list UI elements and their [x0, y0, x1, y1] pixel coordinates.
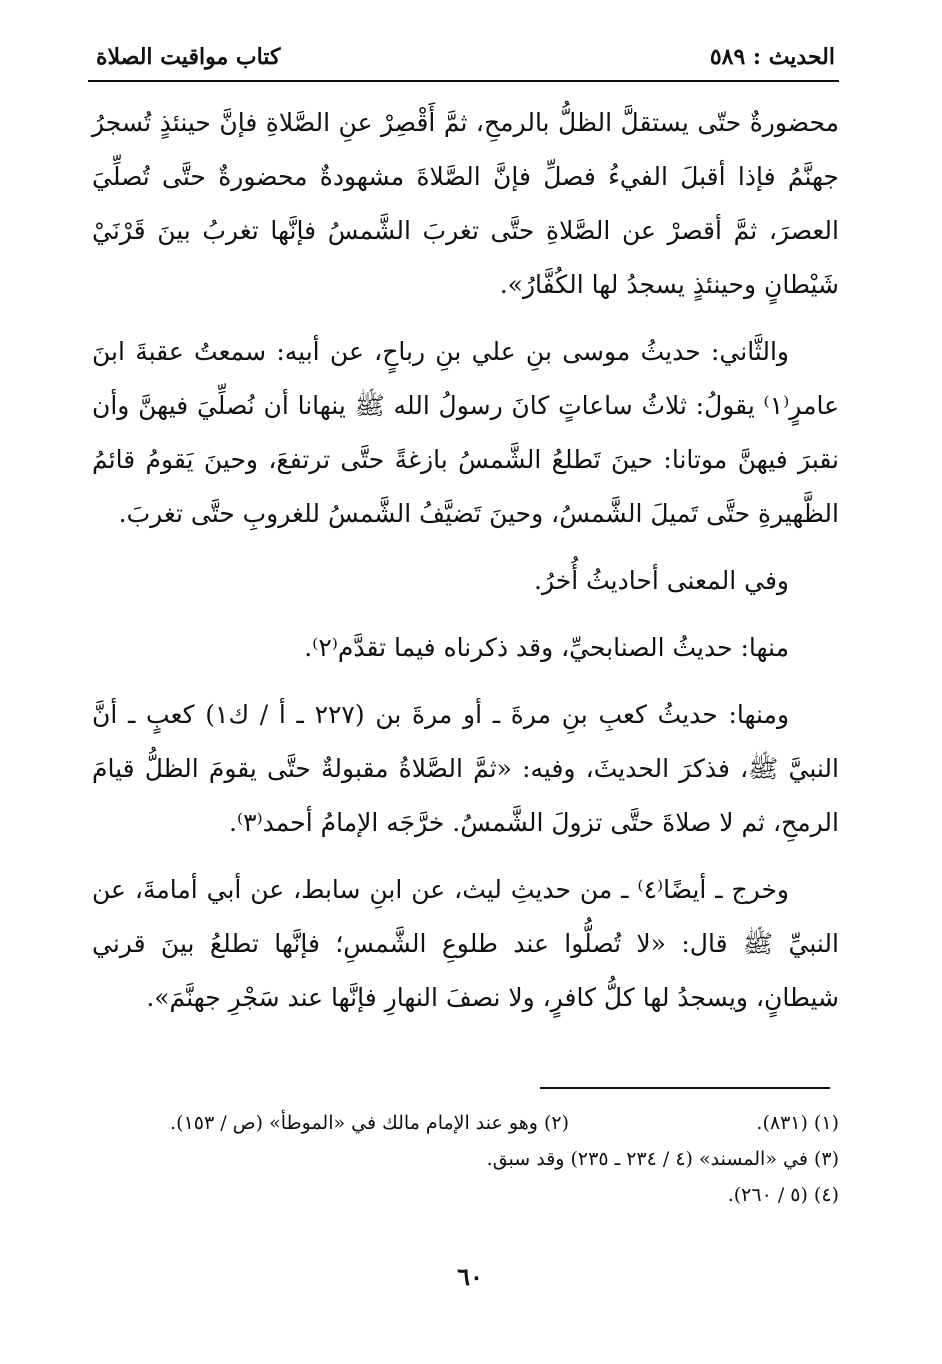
- footnote-2: (٢) وهو عند الإمام مالك في «الموطأ» (ص / ١٥٣).: [170, 1112, 569, 1134]
- paragraph-6: وخرج ـ أيضًا⁽٤⁾ ـ من حديثِ ليث، عن ابنِ سابط، عن أبي أمامةَ، عن النبيِّ ﷺ قال: «لا تُصلُّوا عند طلوعِ الشَّمسِ؛ فإنَّها تطلعُ بينَ قرني شيطانٍ، ويسجدُ لها كلُّ كافرٍ، ولا نصفَ النهارِ فإنَّها عند سَجْرِ جهنَّمَ».: [92, 875, 839, 1012]
- footnote-separator: [540, 1087, 830, 1089]
- paragraph-2: والثَّاني: حديثُ موسى بنِ علي بنِ رباحٍ، عن أبيه: سمعتُ عقبةَ ابنَ عامرٍ⁽١⁾ يقولُ: ثلاثُ ساعاتٍ كانَ رسولُ الله ﷺ ينهانا أن نُصلِّيَ فيهنَّ وأن نقبرَ فيهنَّ موتانا: حينَ تَطلعُ الشَّمسُ بازغةً حتَّى ترتفعَ، وحينَ يَقومُ قائمُ الظَّهيرةِ حتَّى تَميلَ الشَّمسُ، وحينَ تَضيَّفُ الشَّمسُ للغروبِ حتَّى تغربَ.: [92, 337, 839, 528]
- footnote-1: (١) (٨٣١).: [756, 1112, 839, 1134]
- footnote-row: [100, 1105, 839, 1141]
- footnote-3: (٣) في «المسند» (٤ / ٢٣٤ ـ ٢٣٥) وقد سبق.: [486, 1148, 839, 1170]
- hadith-number-label: الحديث : ٥٨٩: [709, 44, 835, 70]
- footnote-row: [100, 1141, 839, 1177]
- paragraph-4: منها: حديثُ الصنابحيِّ، وقد ذكرناه فيما تقدَّم⁽٢⁾.: [304, 633, 789, 662]
- paragraph-3: وفي المعنى أحاديثُ أُخرُ.: [534, 566, 789, 595]
- footnote-row: [100, 1177, 839, 1213]
- main-text: [92, 96, 839, 1038]
- footnote-4: (٤) (٥ / ٢٦٠).: [727, 1184, 839, 1206]
- running-header: [88, 38, 839, 82]
- paragraph-1: محضورةٌ حتّى يستقلَّ الظلُّ بالرمحِ، ثمَّ أَقْصِرْ عنِ الصَّلاةِ فإنَّ حينئذٍ تُسجرُ جهنَّمُ فإذا أقبلَ الفيءُ فصلِّ فإنَّ الصَّلاةَ مشهودةٌ محضورةٌ حتَّى تُصلِّيَ العصرَ، ثمَّ أقصرْ عن الصَّلاةِ حتَّى تغربَ الشَّمسُ فإنَّها تغربُ بينَ قَرْنَيْ شَيْطانٍ وحينئذٍ يسجدُ لها الكُفَّارُ».: [92, 108, 839, 299]
- paragraph-5: ومنها: حديثُ كعبِ بنِ مرةَ ـ أو مرةَ بن (٢٢٧ ـ أ / ك١) كعبٍ ـ أنَّ النبيَّ ﷺ، فذكرَ الحديثَ، وفيه: «ثمَّ الصَّلاةُ مقبولةٌ حتَّى يقومَ الظلُّ قيامَ الرمحِ، ثم لا صلاةَ حتَّى تزولَ الشَّمسُ. خرَّجَه الإمامُ أحمد⁽٣⁾.: [92, 700, 839, 837]
- footnotes: [100, 1105, 839, 1213]
- book-title: كتاب مواقيت الصلاة: [96, 44, 281, 70]
- page-number: ٦٠: [457, 1262, 483, 1291]
